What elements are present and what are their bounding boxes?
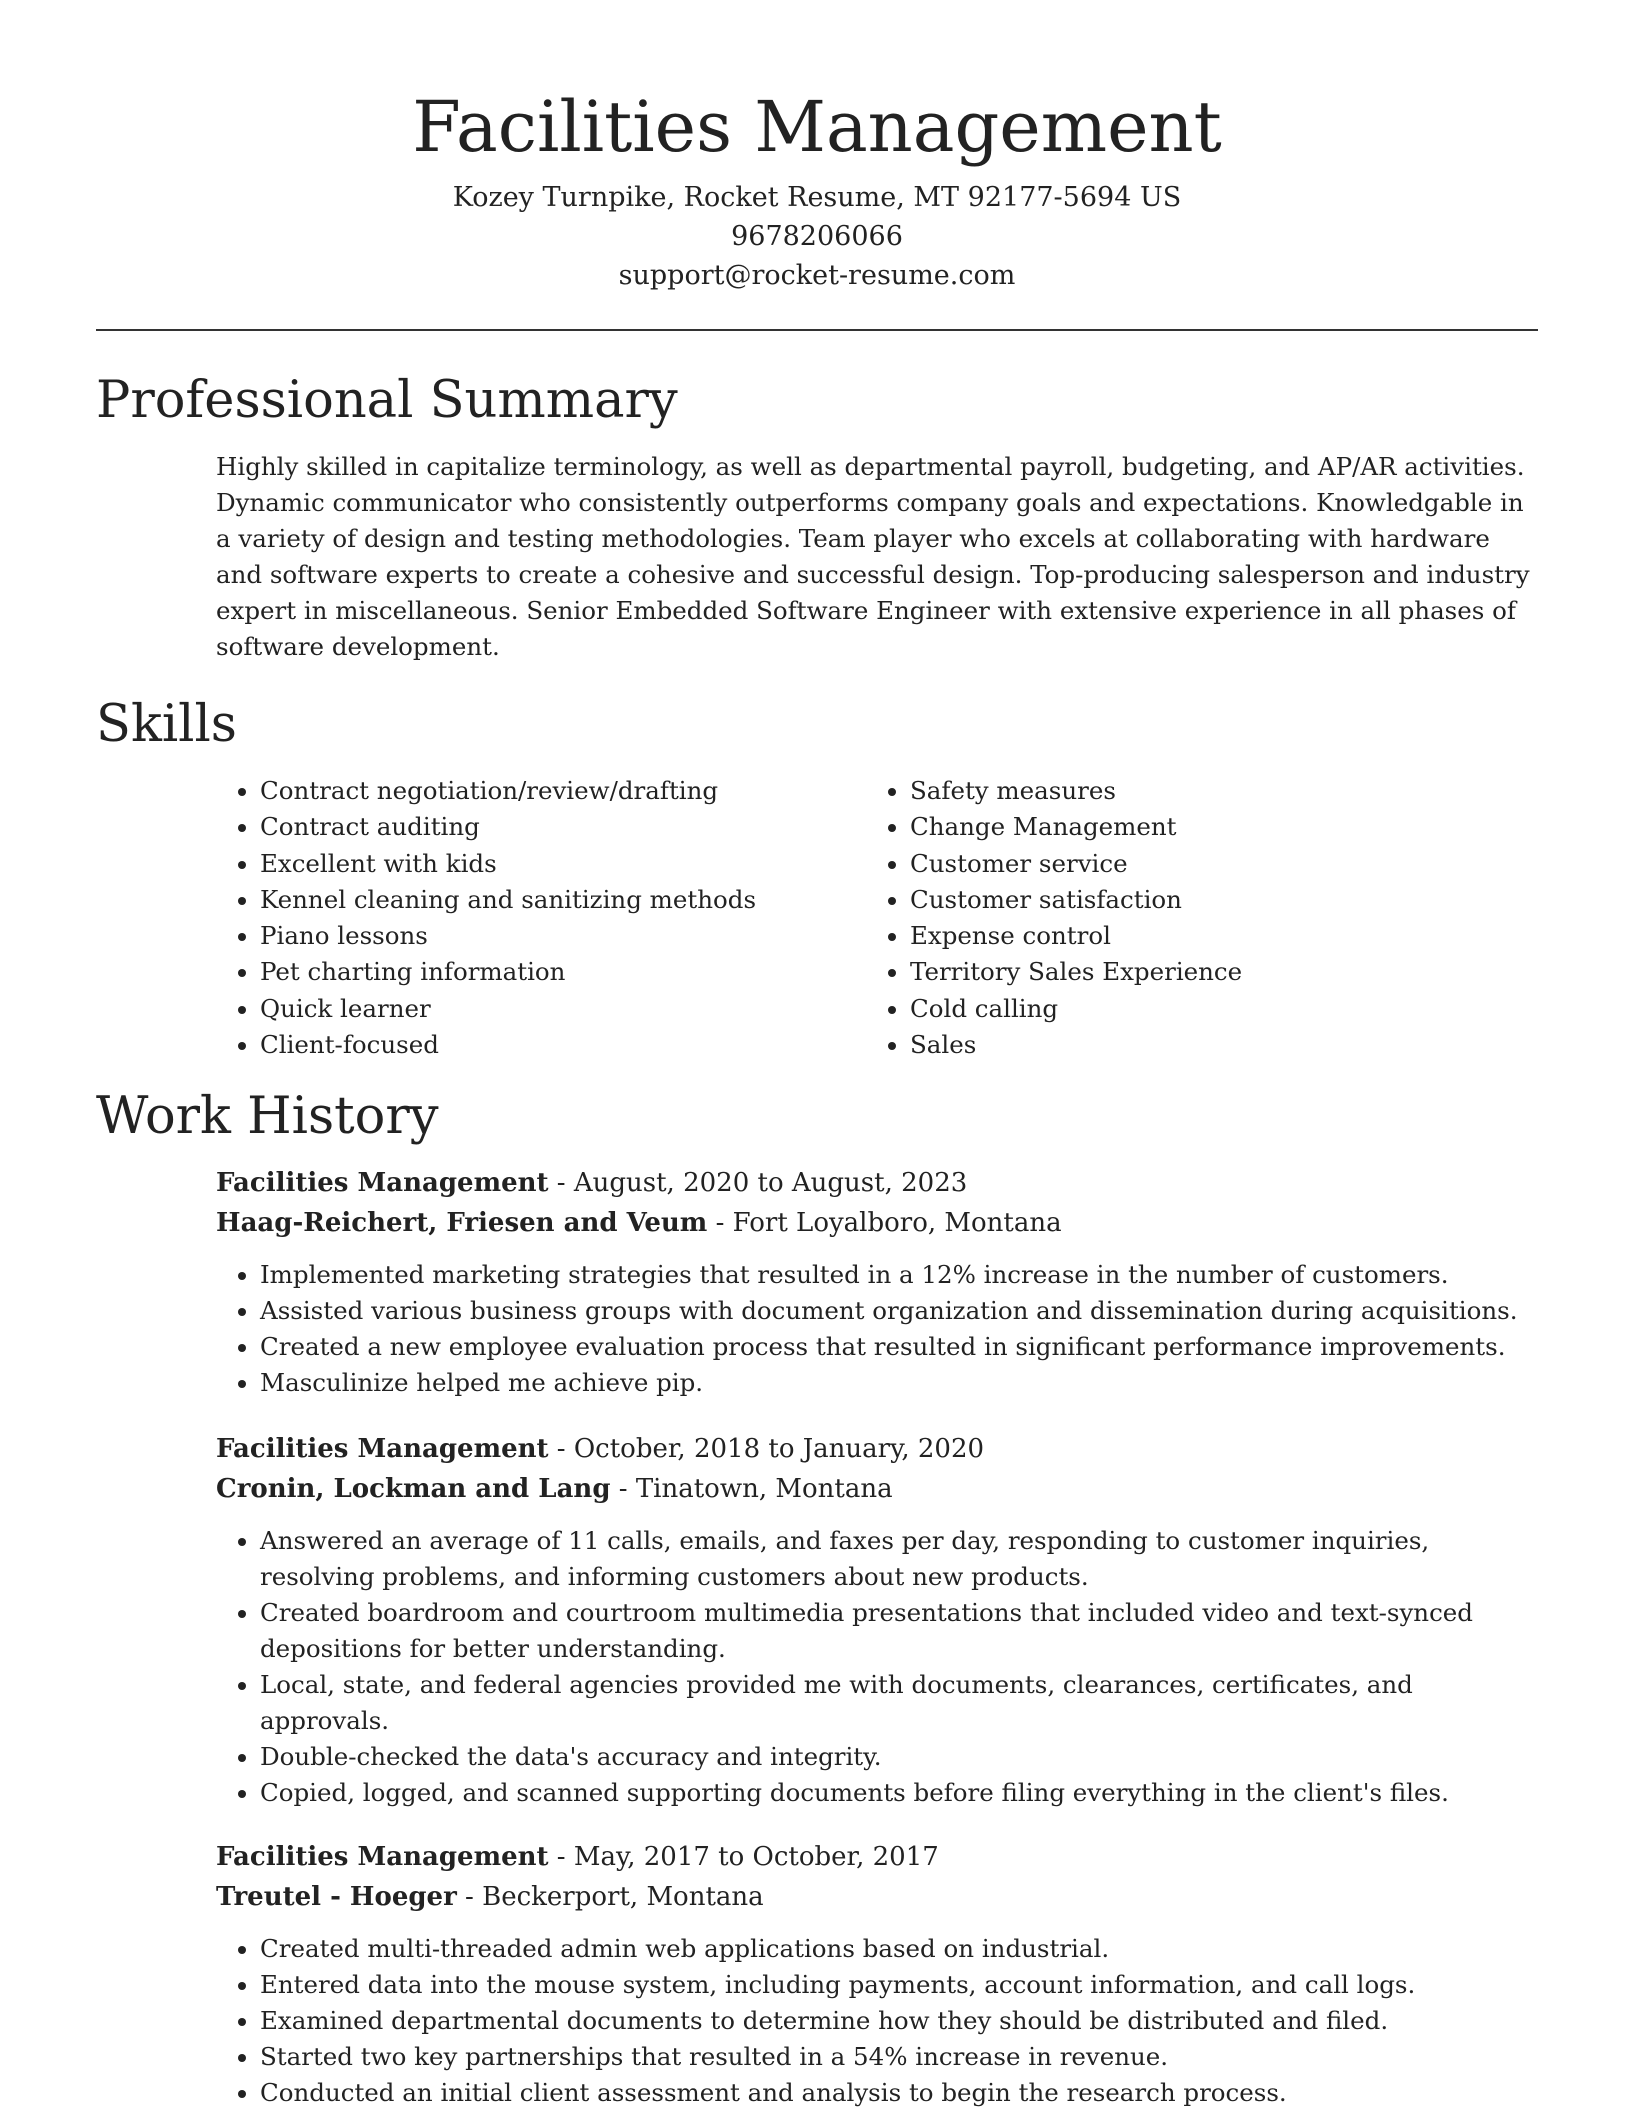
job-title-line bbox=[216, 1837, 1538, 1877]
job-bullet: • Created boardroom and courtroom multimedia presentations that included video and text-synced depositions for better understanding. bbox=[260, 1595, 1538, 1667]
section-title-work-history: Work History bbox=[96, 1087, 439, 1147]
job-bullet: • Created a new employee evaluation process that resulted in significant performance improvements. bbox=[260, 1329, 1538, 1365]
job-bullets bbox=[216, 1257, 1538, 1401]
contact-address: Kozey Turnpike, Rocket Resume, MT 92177-5694 US bbox=[452, 182, 1182, 213]
skill-item: • Contract negotiation/review/drafting bbox=[260, 773, 866, 809]
job-location: - Tinatown, Montana bbox=[610, 1474, 893, 1505]
job-bullet: • Local, state, and federal agencies provided me with documents, clearances, certificates, and approvals. bbox=[260, 1667, 1538, 1739]
job-company: Haag-Reichert, Friesen and Veum bbox=[216, 1208, 708, 1239]
skill-item: • Customer service bbox=[910, 846, 1516, 882]
skill-item: • Territory Sales Experience bbox=[910, 954, 1516, 990]
job-company-line bbox=[216, 1877, 1538, 1917]
header-divider bbox=[96, 329, 1538, 331]
skill-item: • Contract auditing bbox=[260, 809, 866, 845]
resume-page bbox=[96, 0, 1538, 2111]
job-bullet: • Masculinize helped me achieve pip. bbox=[260, 1365, 1538, 1401]
job-location: - Fort Loyalboro, Montana bbox=[707, 1208, 1062, 1239]
summary-text: Highly skilled in capitalize terminology, as well as departmental payroll, budgeting, and AP/AR activities. Dynamic communicator who consistently outperforms company goals and expectations. Knowledgable in a variety of design and testing methodologies. Team player who excels at collaborating with hardware and software experts to create a cohesive and successful design. Top-producing salesperson and industry expert in miscellaneous. Senior Embedded Software Engineer with extensive experience in all phases of software development. bbox=[216, 452, 1530, 661]
skills-column-left bbox=[216, 773, 866, 1063]
skill-item: • Excellent with kids bbox=[260, 846, 866, 882]
skills-list bbox=[216, 773, 1538, 1063]
job-dates: - August, 2020 to August, 2023 bbox=[548, 1168, 968, 1199]
job-company: Cronin, Lockman and Lang bbox=[216, 1474, 611, 1505]
skill-item: • Customer satisfaction bbox=[910, 882, 1516, 918]
job-entry bbox=[216, 1837, 1538, 2111]
job-bullet: • Implemented marketing strategies that resulted in a 12% increase in the number of customers. bbox=[260, 1257, 1538, 1293]
job-bullets bbox=[216, 1523, 1538, 1811]
job-company: Treutel - Hoeger bbox=[216, 1882, 457, 1913]
job-bullet: • Copied, logged, and scanned supporting documents before filing everything in the client's files. bbox=[260, 1775, 1538, 1811]
job-bullet: • Started two key partnerships that resulted in a 54% increase in revenue. bbox=[260, 2039, 1538, 2075]
job-bullet: • Assisted various business groups with document organization and dissemination during acquisitions. bbox=[260, 1293, 1538, 1329]
section-title-skills: Skills bbox=[96, 695, 237, 754]
job-dates: - October, 2018 to January, 2020 bbox=[548, 1434, 985, 1465]
skill-item: • Pet charting information bbox=[260, 954, 866, 990]
skill-item: • Quick learner bbox=[260, 991, 866, 1027]
contact-email: support@rocket-resume.com bbox=[618, 260, 1016, 291]
skill-item: • Change Management bbox=[910, 809, 1516, 845]
job-title: Facilities Management bbox=[216, 1434, 549, 1465]
skill-item: • Client-focused bbox=[260, 1027, 866, 1063]
job-title-line bbox=[216, 1163, 1538, 1203]
job-company-line bbox=[216, 1203, 1538, 1243]
job-bullet: • Double-checked the data's accuracy and integrity. bbox=[260, 1739, 1538, 1775]
skill-item: • Sales bbox=[910, 1027, 1516, 1063]
job-bullet: • Conducted an initial client assessment and analysis to begin the research process. bbox=[260, 2075, 1538, 2111]
job-bullets bbox=[216, 1931, 1538, 2111]
job-location: - Beckerport, Montana bbox=[456, 1882, 764, 1913]
job-title: Facilities Management bbox=[216, 1842, 549, 1873]
contact-phone: 9678206066 bbox=[731, 221, 903, 252]
skills-column-right bbox=[866, 773, 1516, 1063]
contact-block bbox=[96, 178, 1538, 295]
resume-name: Facilities Management bbox=[412, 86, 1222, 168]
skill-item: • Piano lessons bbox=[260, 918, 866, 954]
job-dates: - May, 2017 to October, 2017 bbox=[548, 1842, 939, 1873]
job-bullet: • Entered data into the mouse system, including payments, account information, and call logs. bbox=[260, 1967, 1538, 2003]
job-entry bbox=[216, 1429, 1538, 1811]
skill-item: • Cold calling bbox=[910, 991, 1516, 1027]
skill-item: • Kennel cleaning and sanitizing methods bbox=[260, 882, 866, 918]
job-bullet: • Answered an average of 11 calls, emails, and faxes per day, responding to customer inquiries, resolving problems, and informing customers about new products. bbox=[260, 1523, 1538, 1595]
job-company-line bbox=[216, 1469, 1538, 1509]
job-title-line bbox=[216, 1429, 1538, 1469]
job-title: Facilities Management bbox=[216, 1168, 549, 1199]
skill-item: • Safety measures bbox=[910, 773, 1516, 809]
job-bullet: • Created multi-threaded admin web applications based on industrial. bbox=[260, 1931, 1538, 1967]
job-bullet: • Examined departmental documents to determine how they should be distributed and filed. bbox=[260, 2003, 1538, 2039]
skill-item: • Expense control bbox=[910, 918, 1516, 954]
section-title-summary: Professional Summary bbox=[96, 371, 678, 430]
job-entry bbox=[216, 1163, 1538, 1401]
